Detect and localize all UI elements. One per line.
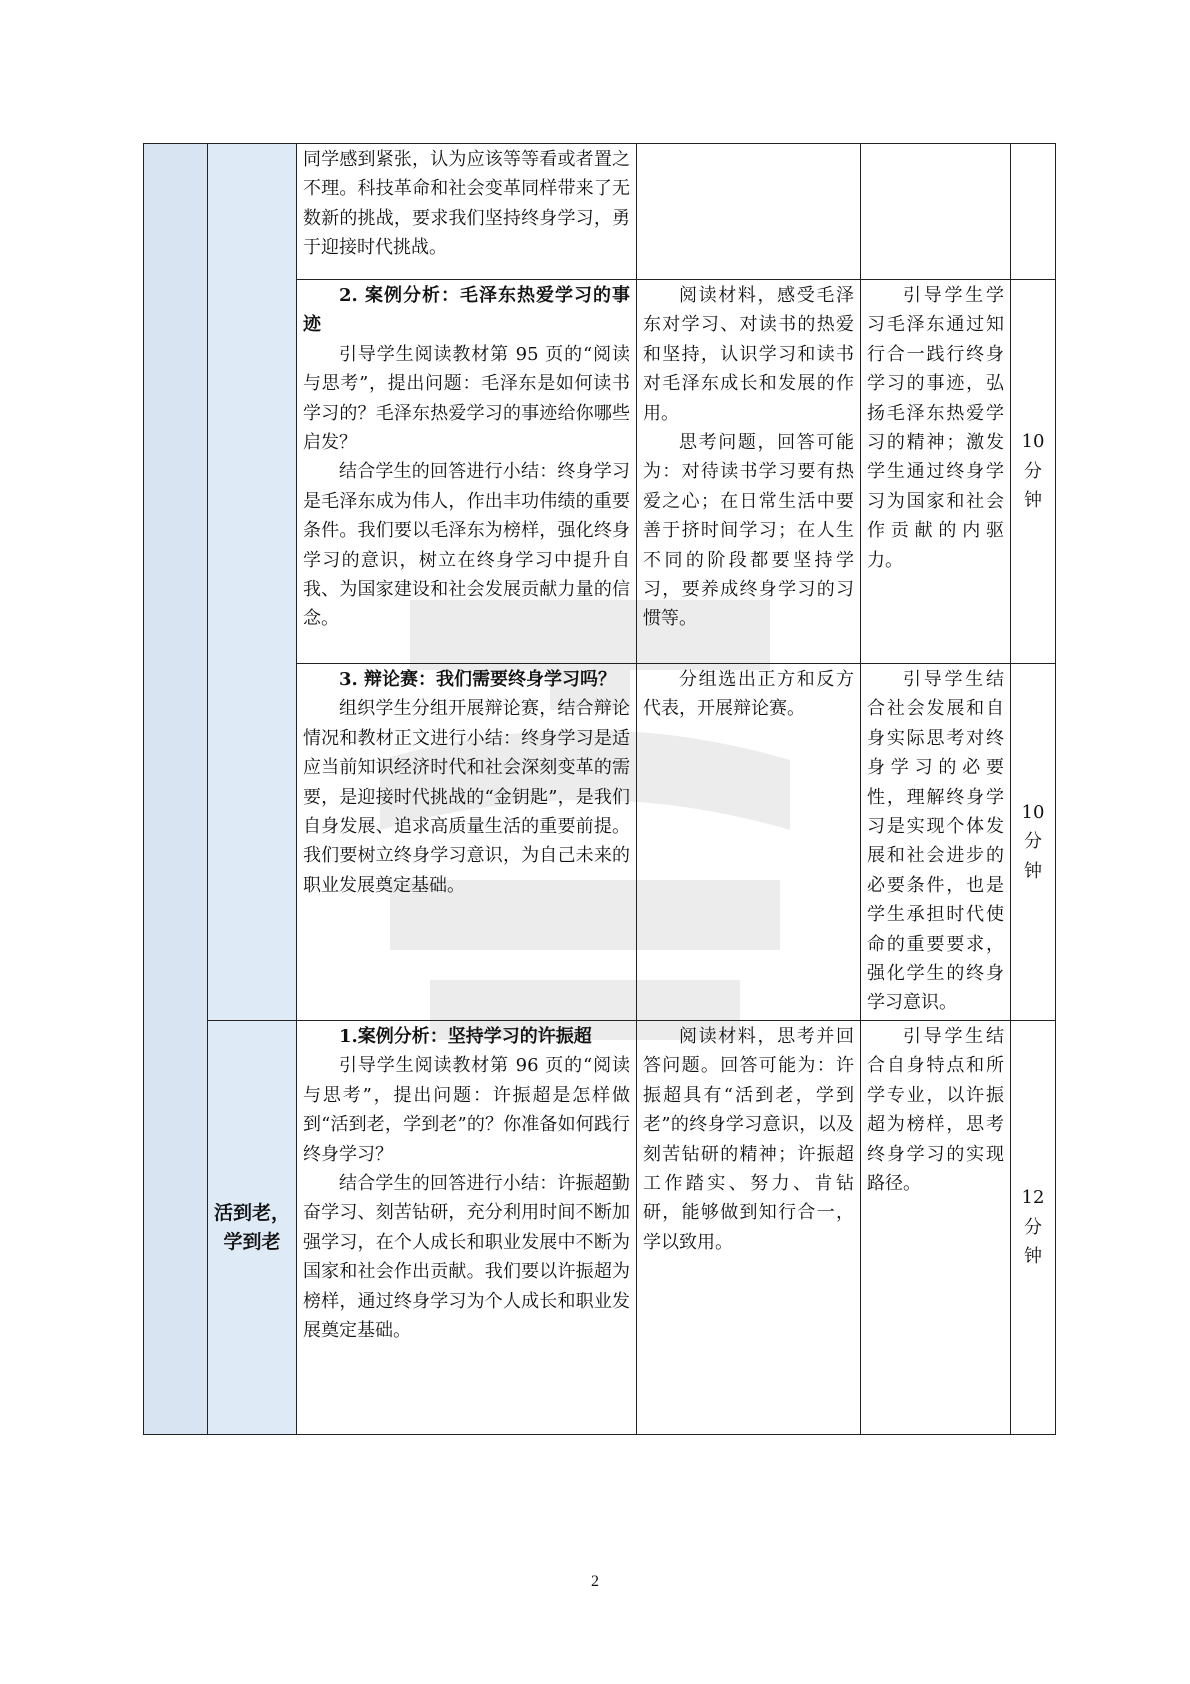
- activity-cell: [297, 1021, 637, 1435]
- activity-cell: [297, 144, 637, 280]
- activity-title: 2. 案例分析：毛泽东热爱学习的事迹: [303, 285, 630, 336]
- table-row: [144, 144, 1056, 280]
- activity-paragraph: 结合学生的回答进行小结：许振超勤奋学习、刻苦钻研，充分利用时间不断加强学习，在个人成长和职业发展中不断为国家和社会作出贡献。我们要以许振超为榜样，通过终身学习为个人成长和职业发展奠定基础。: [303, 1173, 630, 1342]
- student-paragraph: 思考问题，回答可能为：对待读书学习要有热爱之心；在日常生活中要善于挤时间学习；在人生不同的阶段都要坚持学习，要养成终身学习的习惯等。: [643, 432, 854, 630]
- activity-cell: [297, 280, 637, 664]
- intent-paragraph: 引导学生结合社会发展和自身实际思考对终身学习的必要性，理解终身学习是实现个体发展和社会进步的必要条件，也是学生承担时代使命的重要要求，强化学生的终身学习意识。: [867, 669, 1004, 1014]
- time-cell: 10分钟: [1011, 280, 1056, 664]
- design-intent-cell: [861, 280, 1011, 664]
- stage-cell: [208, 144, 297, 1021]
- table-row: [144, 1021, 1056, 1435]
- student-activity-cell: [637, 144, 861, 280]
- activity-paragraph: 结合学生的回答进行小结：终身学习是毛泽东成为伟人，作出丰功伟绩的重要条件。我们要以毛泽东为榜样，强化终身学习的意识，树立在终身学习中提升自我、为国家建设和社会发展贡献力量的信念。: [303, 461, 630, 630]
- activity-paragraph: 引导学生阅读教材第 95 页的“阅读与思考”，提出问题：毛泽东是如何读书学习的？毛泽东热爱学习的事迹给你哪些启发？: [303, 343, 630, 454]
- time-cell: 10分钟: [1011, 664, 1056, 1021]
- activity-cell: [297, 664, 637, 1021]
- design-intent-cell: [861, 1021, 1011, 1435]
- activity-paragraph: 同学感到紧张，认为应该等等看或者置之不理。科技革命和社会变革同样带来了无数新的挑战，要求我们坚持终身学习，勇于迎接时代挑战。: [303, 149, 630, 259]
- activity-title: 1.案例分析：坚持学习的许振超: [339, 1026, 592, 1047]
- stage-label: 活到老，学到老: [214, 1201, 291, 1253]
- student-activity-cell: [637, 664, 861, 1021]
- student-paragraph: 分组选出正方和反方代表，开展辩论赛。: [643, 669, 854, 720]
- design-intent-cell: [861, 144, 1011, 280]
- section-column: [144, 144, 208, 1435]
- activity-paragraph: 组织学生分组开展辩论赛，结合辩论情况和教材正文进行小结：终身学习是适应当前知识经济时代和社会深刻变革的需要，是迎接时代挑战的“金钥匙”，是我们自身发展、追求高质量生活的重要前提。我们要树立终身学习意识，为自己未来的职业发展奠定基础。: [303, 698, 630, 896]
- activity-paragraph: 引导学生阅读教材第 96 页的“阅读与思考”，提出问题：许振超是怎样做到“活到老，学到老”的？你准备如何践行终身学习？: [303, 1055, 630, 1165]
- student-paragraph: 阅读材料，感受毛泽东对学习、对读书的热爱和坚持，认识学习和读书对毛泽东成长和发展的作用。: [643, 285, 854, 424]
- design-intent-cell: [861, 664, 1011, 1021]
- student-paragraph: 阅读材料，思考并回答问题。回答可能为：许振超具有“活到老，学到老”的终身学习意识，以及刻苦钻研的精神；许振超工作踏实、努力、肯钻研，能够做到知行合一，学以致用。: [643, 1026, 854, 1253]
- time-cell: [1011, 144, 1056, 280]
- student-activity-cell: [637, 280, 861, 664]
- stage-cell: [208, 1021, 297, 1435]
- student-activity-cell: [637, 1021, 861, 1435]
- intent-paragraph: 引导学生学习毛泽东通过知行合一践行终身学习的事迹，弘扬毛泽东热爱学习的精神；激发学生通过终身学习为国家和社会作贡献的内驱力。: [867, 285, 1004, 571]
- page-number: 2: [591, 1573, 599, 1590]
- intent-paragraph: 引导学生结合自身特点和所学专业，以许振超为榜样，思考终身学习的实现路径。: [867, 1026, 1004, 1195]
- time-cell: 12分钟: [1011, 1021, 1056, 1435]
- lesson-plan-table: [143, 143, 1056, 1435]
- activity-title: 3. 辩论赛：我们需要终身学习吗？: [339, 669, 617, 690]
